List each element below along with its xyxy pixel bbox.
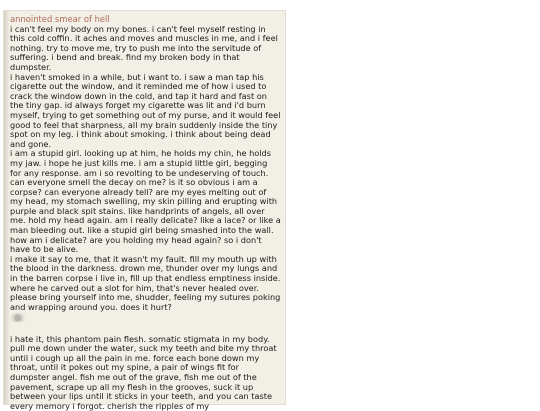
post-paragraph: i make it say to me, that it wasn't my fault. fill my mouth up with the blood in the darkness. drown me, thunder over my lungs and in the barren corpse i live in, fill up that endless emptiness inside. where he carved out a slot for him, that's never healed over. please bring yourself into me, shudder, feeling my sutures poking and wrapping around you. does it hurt? [10,253,281,312]
post-title[interactable]: annointed smear of hell [10,14,110,24]
post-paragraph: i am a stupid girl. looking up at him, he holds my chin, he holds my jaw. i hope he just kills me. i am a stupid little girl, begging for any response. am i so revolting to be undeserving of touch. can everyone smell the decay on me? is it so obvious i am a corpse? can everyone already tell? are my eyes melting out of my head, my stomach swelling, my skin pilling and erupting with purple and black spit stains. like handprints of angels, all over me. hold my head again. am i really delicate? like a lace? or like a man bleeding out. like a stupid girl being smashed into the wall. how am i delicate? are you holding my head again? so i don't have to be alive. [10,148,281,255]
post-body [4,11,285,411]
inline-image-icon[interactable] [10,313,32,322]
post-card [3,10,286,411]
post-paragraph: i hate it, this phantom pain flesh. somatic stigmata in my body. pull me down under the water, suck my teeth and bite my throat until i cough up all the pain in me. force each bone down my throat, until it pokes out my spine, a pair of wings fit for dumpster angel. fish me out of the grave, fish me out of the pavement, scrape up all my flesh in the grooves, suck it up between your lips until it sticks in your teeth, and you can taste every memory i forgot. cherish the ripples of my [10,333,277,411]
post-paragraph: i can't feel my body on my bones. i can't feel myself resting in this cold coffin. it aches and moves and muscles in me, and i feel nothing. try to move me, try to push me into the servitude of suffering. i bend and break. find my broken body in that dumpster. [10,23,278,72]
post-paragraph: i haven't smoked in a while, but i want to. i saw a man tap his cigarette out the window, and it reminded me of how i used to crack the window down in the cold, and tap it hard and fast on the tiny gap. id always forget my cigarette was lit and i'd burn myself, trying to get something out of my purse, and it would feel good to feel that sharpness, all my brain suddenly inside the tiny spot on my leg. i think about smoking. i think about being dead and gone. [10,71,281,149]
